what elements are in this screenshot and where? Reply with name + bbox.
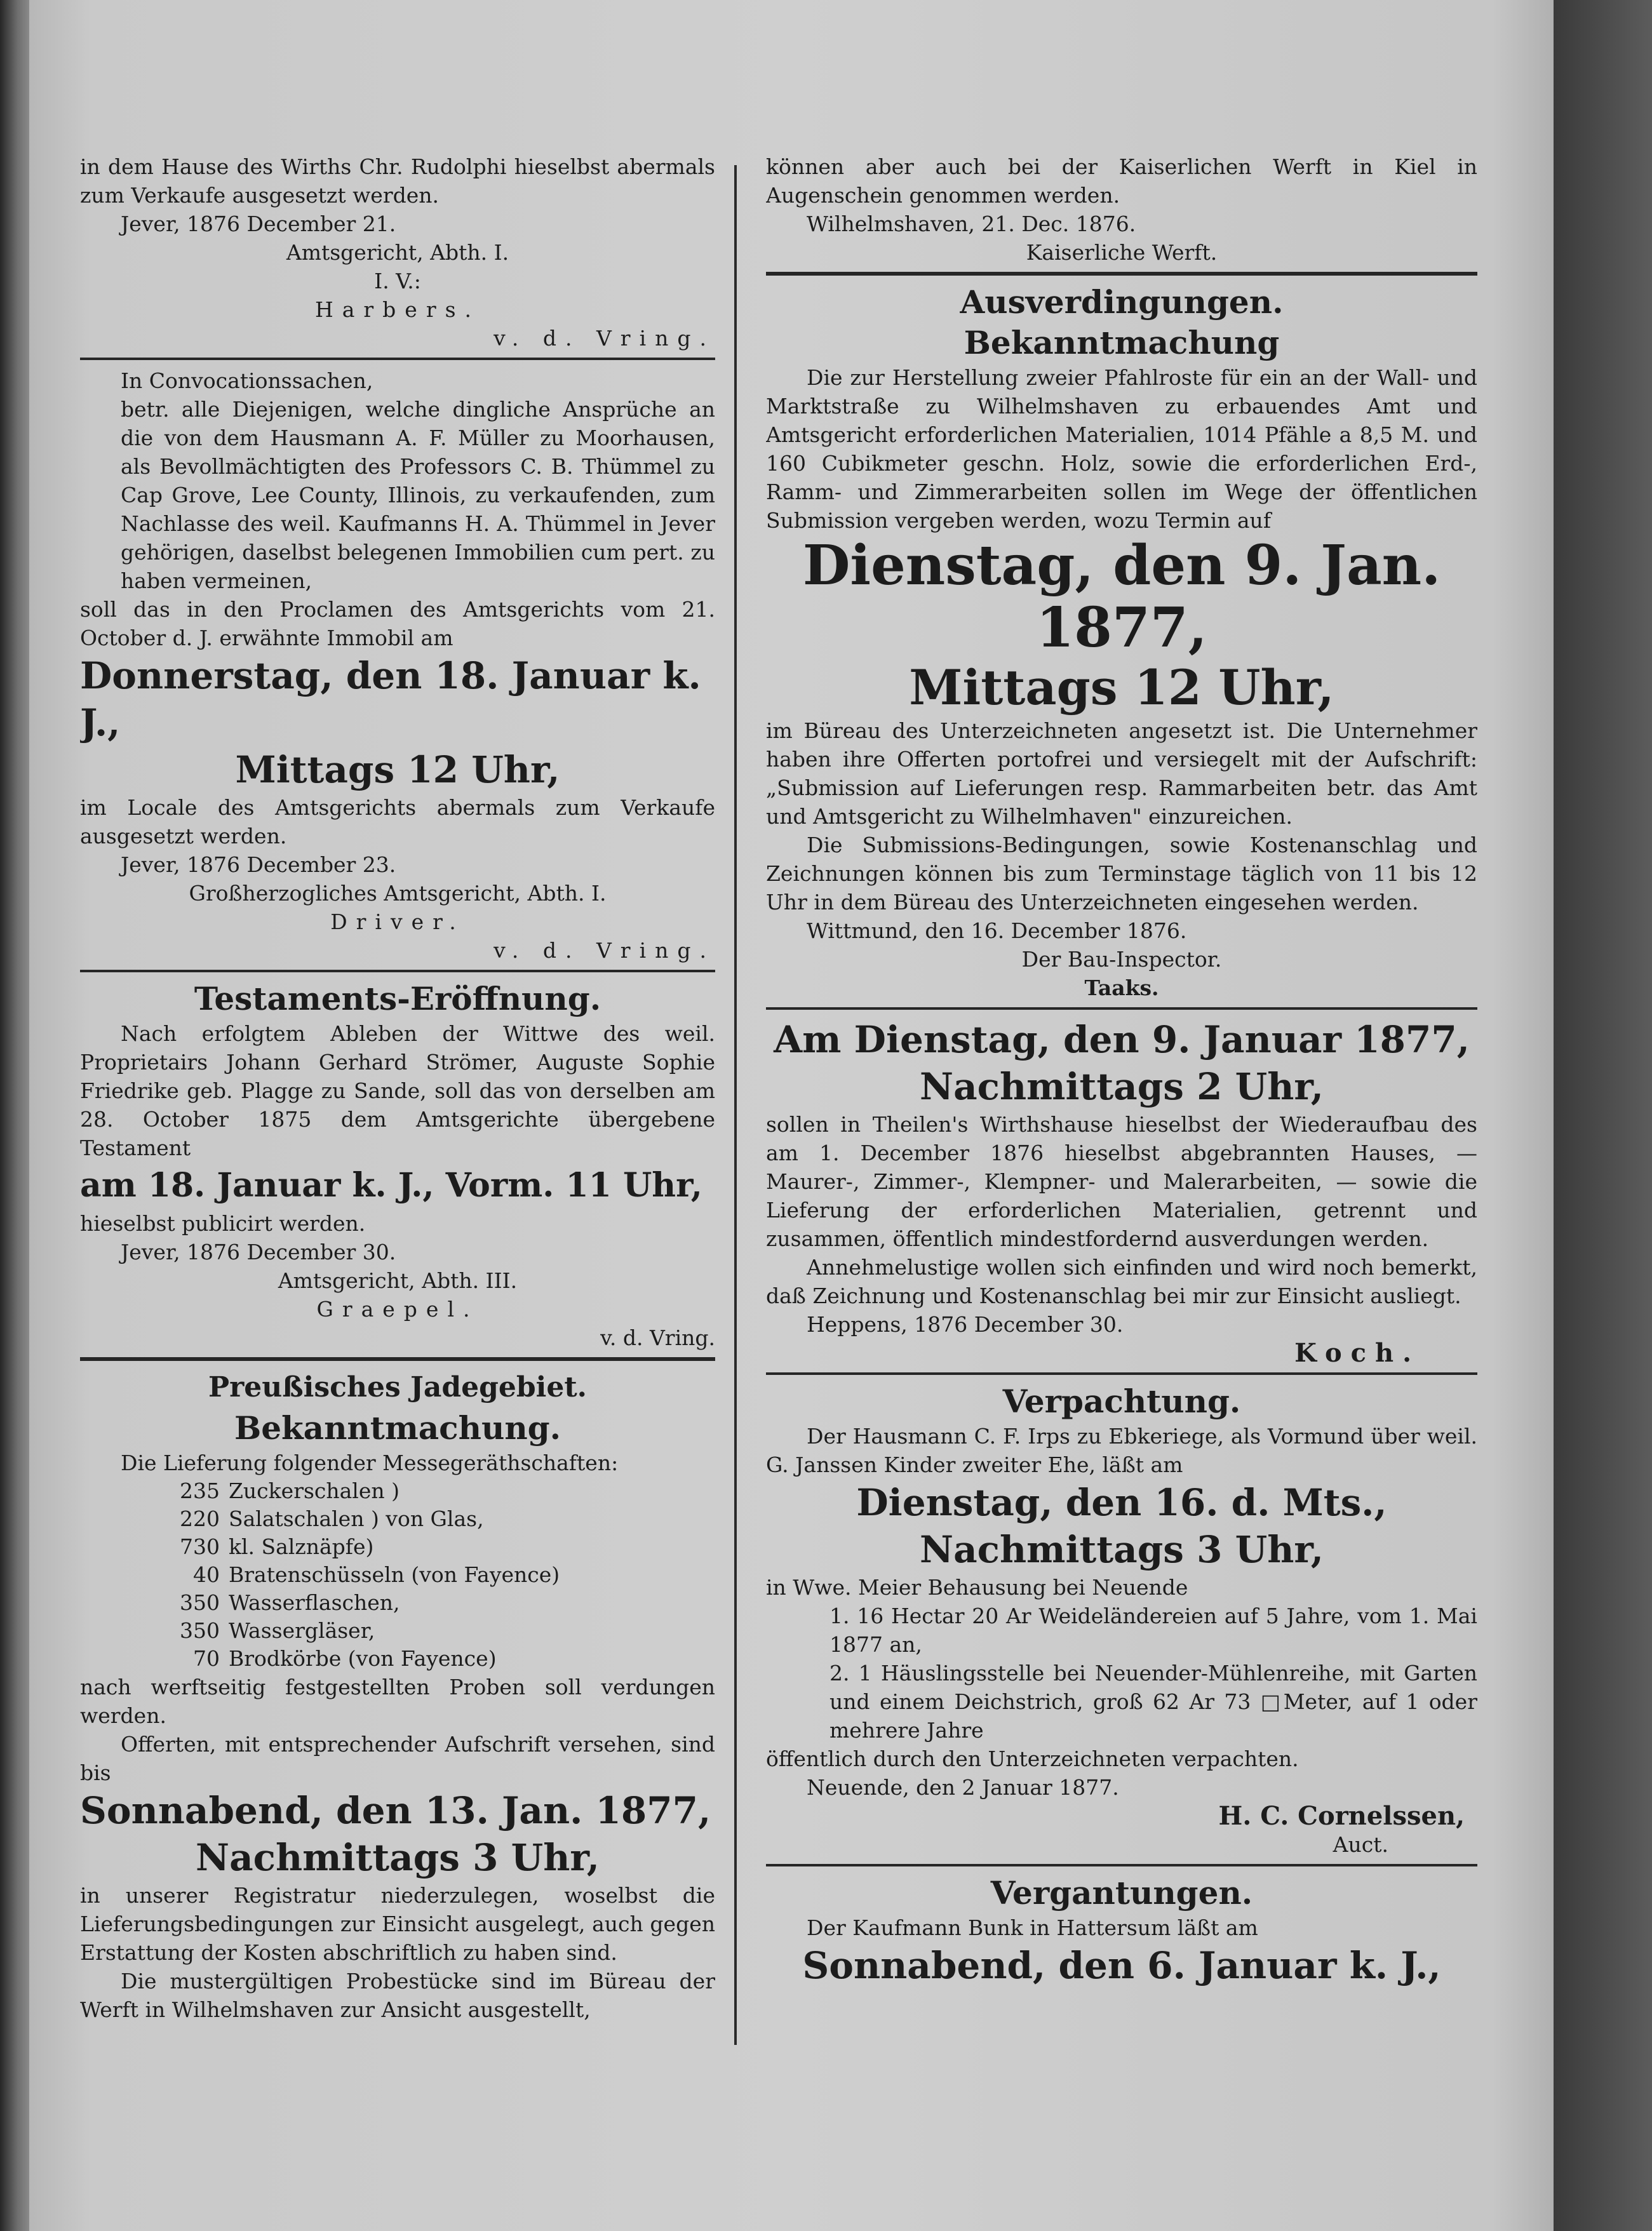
testament-text-2: hieselbst publicirt werden. (80, 1211, 366, 1236)
convocation-place-date: Jever, 1876 December 23. (121, 852, 396, 877)
convocation-body: betr. alle Diejenigen, welche dingliche Ansprüche an die von dem Hausmann A. F. Müller zu Moorhausen, als Bevollmächtigten des Professors C. B. Thümmel zu Cap Grove, Lee County, Illinois, zu verkaufenden, zum Nachlasse des weil. Kaufmanns H. A. Thümmel in Jever gehörigen, daselbst belegenen Immobilien cum pert. zu haben vermeinen, (121, 397, 715, 593)
wiederaufbau-text: sollen in Theilen's Wirthshause hieselbst der Wiederaufbau des am 1. December 1876 hieselbst abgebrannten Hauses, — Maurer-, Zimmer-, Klempner- und Malerarbeiten, — sowie die Lieferung der erforderlichen Materialien, getrennt und zusammen, öffentlich mindestfordernd ausverdungen werden. (766, 1112, 1477, 1251)
wiederaufbau-date: Am Dienstag, den 9. Januar 1877, (774, 1018, 1470, 1061)
ausverdingungen-place-date: Wittmund, den 16. December 1876. (807, 918, 1187, 943)
ausverdingungen-office: Der Bau-Inspector. (1021, 947, 1222, 972)
jadegebiet-title: Bekanntmachung. (234, 1409, 561, 1447)
verpachtung-date: Dienstag, den 16. d. Mts., (856, 1481, 1387, 1524)
wiederaufbau-place-date: Heppens, 1876 December 30. (807, 1312, 1124, 1337)
testament-judge: Graepel. (316, 1297, 479, 1322)
right-column (766, 152, 1477, 2210)
notice-signature: Harbers. (314, 297, 481, 322)
testament-title: Testaments-Eröffnung. (194, 980, 601, 1017)
convocation-judge: Driver. (330, 909, 465, 934)
jadegebiet-text-2: Offerten, mit entsprechender Aufschrift versehen, sind bis (80, 1732, 715, 1785)
vergantungen-date: Sonnabend, den 6. Januar k. J., (802, 1944, 1441, 1987)
convocation-date: Donnerstag, den 18. Januar k. J., (80, 654, 701, 744)
ausverdingungen-name: Taaks. (1084, 975, 1159, 1000)
jadegebiet-text-3: in unserer Registratur niederzulegen, woselbst die Lieferungsbedingungen zur Einsicht ausgelegt, auch gegen Erstattung der Kosten abschriftlich zu haben sind. (80, 1883, 715, 1965)
wiederaufbau-time: Nachmittags 2 Uhr, (920, 1065, 1324, 1108)
ausverdingungen-text-2: im Büreau des Unterzeichneten angesetzt ist. Die Unternehmer haben ihre Offerten portofrei und versiegelt mit der Aufschrift: „Submission auf Lieferungen resp. Rammarbeiten betr. das Amt und Amtsgericht zu Wilhelmhaven" einzureichen. (766, 718, 1477, 829)
vergantungen-title: Vergantungen. (990, 1874, 1253, 1912)
jadegebiet-header: Preußisches Jadegebiet. (208, 1371, 587, 1404)
testament-place-date: Jever, 1876 December 30. (121, 1240, 396, 1264)
jadegebiet-text: nach werftseitig festgestellten Proben soll verdungen werden. (80, 1675, 715, 1728)
notice-signature-prefix: I. V.: (374, 269, 421, 293)
verpachtung-text-3: öffentlich durch den Unterzeichneten verpachten. (766, 1746, 1299, 1771)
ausverdingungen-date: Dienstag, den 9. Jan. 1877, (802, 533, 1441, 660)
werft-text: können aber auch bei der Kaiserlichen Werft in Kiel in Augenschein genommen werden. (766, 154, 1477, 208)
jadegebiet-date: Sonnabend, den 13. Jan. 1877, (80, 1789, 711, 1832)
testament-date: am 18. Januar k. J., Vorm. 11 Uhr, (80, 1166, 702, 1205)
testament-court: Amtsgericht, Abth. III. (278, 1268, 518, 1293)
notice-clerk: v. d. Vring. (494, 326, 715, 351)
ausverdingungen-header: Ausverdingungen. (960, 283, 1284, 321)
vergantungen-text: Der Kaufmann Bunk in Hattersum läßt am (807, 1915, 1258, 1940)
divider (766, 1372, 1477, 1375)
testament-text: Nach erfolgtem Ableben der Wittwe des weil. Proprietairs Johann Gerhard Strömer, Auguste Sophie Friedrike geb. Plagge zu Sande, soll das von derselben am 28. October 1875 dem Amtsgerichte übergebene Testament (80, 1021, 715, 1160)
divider (80, 1357, 715, 1361)
notice-place-date: Jever, 1876 December 21. (121, 211, 396, 236)
jadegebiet-intro: Die Lieferung folgender Messegeräthschaften: (121, 1450, 619, 1475)
werft-place-date: Wilhelmshaven, 21. Dec. 1876. (807, 211, 1136, 236)
goods-row: 220 Salatschalen ) von Glas, (180, 1506, 484, 1531)
goods-list (80, 1477, 715, 1673)
verpachtung-text: Der Hausmann C. F. Irps zu Ebkeriege, als Vormund über weil. G. Janssen Kinder zweiter Ehe, läßt am (766, 1424, 1477, 1477)
goods-row: 730 kl. Salznäpfe) (180, 1534, 374, 1559)
wiederaufbau-name: Koch. (1294, 1338, 1420, 1368)
verpachtung-role: Auct. (1333, 1832, 1388, 1857)
left-column (80, 152, 715, 2210)
goods-row: 350 Wassergläser, (180, 1618, 375, 1643)
ausverdingungen-title: Bekanntmachung (964, 324, 1280, 361)
newspaper-page (29, 0, 1554, 2231)
page-edge (1554, 0, 1652, 2231)
goods-row: 70 Brodkörbe (von Fayence) (193, 1646, 497, 1671)
convocation-text-2: im Locale des Amtsgerichts abermals zum Verkaufe ausgesetzt werden. (80, 795, 715, 848)
ausverdingungen-text-3: Die Submissions-Bedingungen, sowie Kostenanschlag und Zeichnungen können bis zum Terminstage täglich von 11 bis 12 Uhr in dem Büreau des Unterzeichneten eingesehen werden. (766, 833, 1477, 915)
ausverdingungen-time: Mittags 12 Uhr, (909, 659, 1334, 716)
werft-signature: Kaiserliche Werft. (1026, 240, 1218, 265)
notice-court: Amtsgericht, Abth. I. (286, 240, 509, 265)
goods-row: 235 Zuckerschalen ) (180, 1478, 400, 1503)
goods-row: 40 Bratenschüsseln (von Fayence) (193, 1562, 560, 1587)
divider (766, 1007, 1477, 1010)
divider (80, 970, 715, 972)
testament-clerk: v. d. Vring. (600, 1325, 715, 1350)
convocation-text: soll das in den Proclamen des Amtsgerichts vom 21. October d. J. erwähnte Immobil am (80, 597, 715, 650)
ausverdingungen-text: Die zur Herstellung zweier Pfahlroste für ein an der Wall- und Marktstraße zu Wilhelmshaven zu erbauendes Amt und Amtsgericht erforderlichen Materialien, 1014 Pfähle a 8,5 M. und 160 Cubikmeter geschn. Holz, sowie die erforderlichen Erd-, Ramm- und Zimmerarbeiten sollen im Wege der öffentlichen Submission vergeben werden, wozu Termin auf (766, 365, 1477, 533)
verpachtung-name: H. C. Cornelssen, (1218, 1801, 1465, 1831)
divider (766, 1864, 1477, 1866)
verpachtung-title: Verpachtung. (1002, 1383, 1241, 1420)
verpachtung-place-date: Neuende, den 2 Januar 1877. (807, 1775, 1119, 1800)
convocation-clerk: v. d. Vring. (494, 938, 715, 963)
column-divider (734, 165, 737, 2045)
book-spine (0, 0, 29, 2231)
verpachtung-item-2: 2. 1 Häuslingsstelle bei Neuender-Mühlenreihe, mit Garten und einem Deichstrich, groß 62 Ar 73 □Meter, auf 1 oder mehrere Jahre (829, 1661, 1477, 1743)
notice-text: in dem Hause des Wirths Chr. Rudolphi hieselbst abermals zum Verkaufe ausgesetzt werden. (80, 154, 715, 208)
wiederaufbau-text-2: Annehmelustige wollen sich einfinden und wird noch bemerkt, daß Zeichnung und Kostenanschlag bei mir zur Einsicht ausliegt. (766, 1255, 1477, 1308)
convocation-intro: In Convocationssachen, (121, 368, 373, 393)
goods-row: 350 Wasserflaschen, (180, 1590, 400, 1615)
convocation-time: Mittags 12 Uhr, (235, 748, 560, 791)
convocation-court: Großherzogliches Amtsgericht, Abth. I. (189, 881, 607, 906)
verpachtung-item-1: 1. 16 Hectar 20 Ar Weideländereien auf 5 Jahre, vom 1. Mai 1877 an, (829, 1604, 1477, 1657)
verpachtung-text-2: in Wwe. Meier Behausung bei Neuende (766, 1575, 1188, 1600)
divider (766, 272, 1477, 276)
jadegebiet-time: Nachmittags 3 Uhr, (196, 1836, 600, 1879)
jadegebiet-text-4: Die mustergültigen Probestücke sind im Büreau der Werft in Wilhelmshaven zur Ansicht ausgestellt, (80, 1969, 715, 2022)
verpachtung-time: Nachmittags 3 Uhr, (920, 1528, 1324, 1571)
divider (80, 358, 715, 360)
